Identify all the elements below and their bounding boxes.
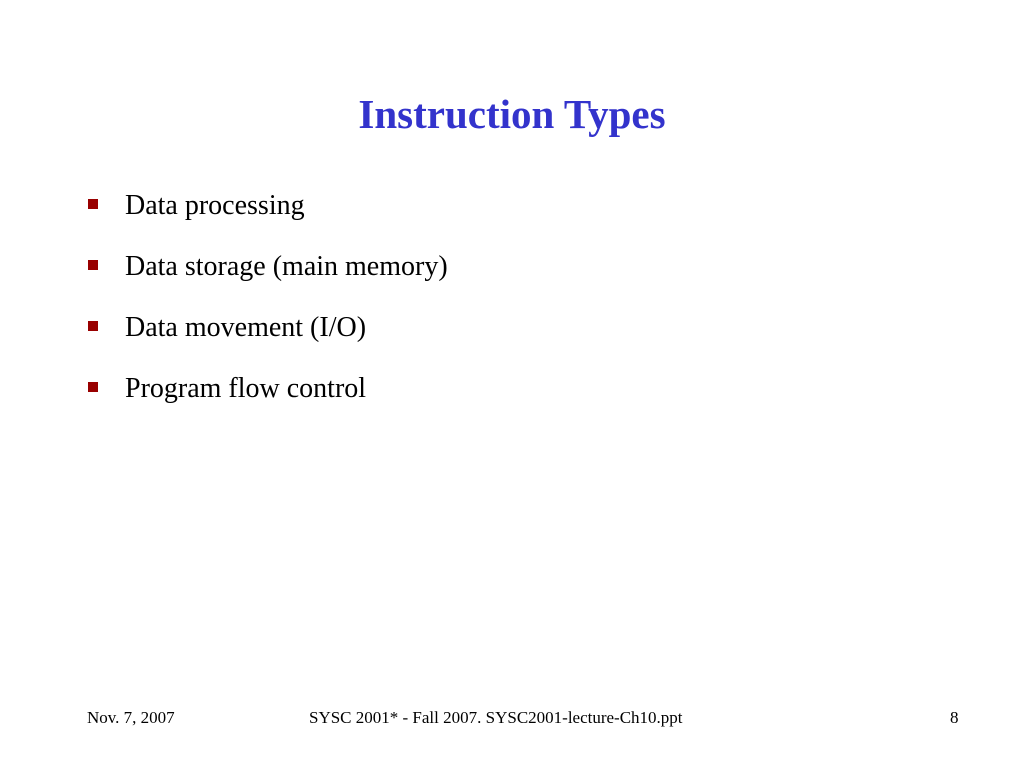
bullet-text: Data movement (I/O) (125, 312, 367, 343)
slide-title: Instruction Types (358, 91, 666, 137)
square-bullet-icon (88, 260, 98, 270)
bullet-item (88, 369, 968, 430)
bullet-item (88, 186, 968, 247)
bullet-item (88, 247, 968, 308)
bullet-text: Data processing (125, 190, 305, 221)
square-bullet-icon (88, 199, 98, 209)
footer-page-number: 8 (950, 708, 959, 727)
footer-date: Nov. 7, 2007 (87, 708, 175, 727)
bullet-text: Program flow control (125, 373, 367, 404)
square-bullet-icon (88, 321, 98, 331)
bullet-item (88, 308, 968, 369)
bullet-text: Data storage (main memory) (125, 251, 448, 282)
footer-course-info: SYSC 2001* - Fall 2007. SYSC2001-lecture-Ch10.ppt (309, 708, 683, 727)
square-bullet-icon (88, 382, 98, 392)
bullet-list (88, 186, 968, 430)
